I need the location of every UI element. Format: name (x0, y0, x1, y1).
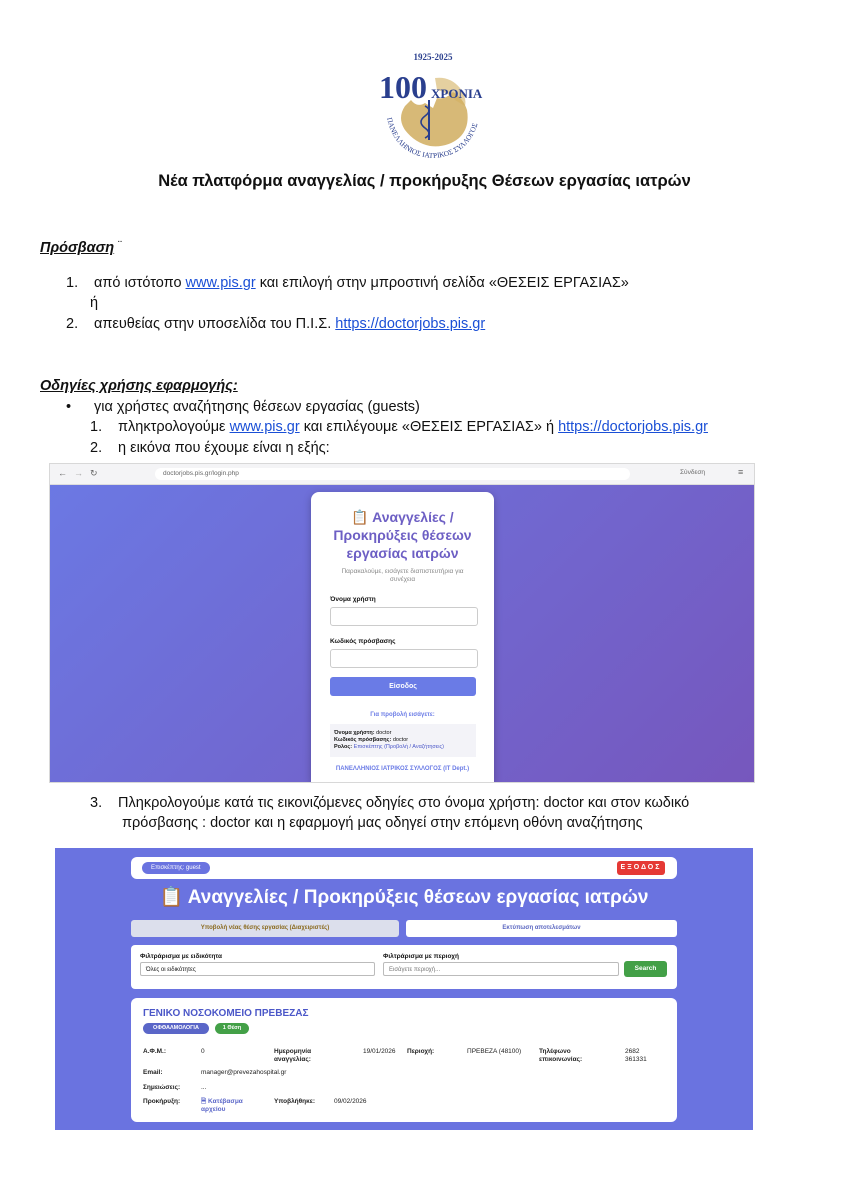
step-1: 1. πληκτρολογούμε www.pis.gr και επιλέγουμε «ΘΕΣΕΙΣ ΕΡΓΑΣΙΑΣ» ή https://doctorjobs.pis.gr (90, 419, 708, 435)
exit-button[interactable]: ΕΞΟΔΟΣ (617, 861, 665, 875)
date-label: Ημερομηνία αναγγελίας: (274, 1048, 312, 1063)
logo-word: ΧΡΟΝΙΑ (431, 86, 483, 101)
area-input[interactable]: Εισάγετε περιοχή... (383, 962, 619, 976)
top-bar (131, 857, 677, 879)
access-item-2: 2. απευθείας στην υποσελίδα του Π.Ι.Σ. https://doctorjobs.pis.gr (66, 316, 486, 332)
login-button[interactable]: Είσοδος (330, 677, 476, 696)
password-label: Κωδικός πρόσβασης (330, 638, 396, 645)
login-subtitle: Παρακαλούμε, εισάγετε διαπιστευτήρια για συνέχεια (341, 568, 464, 583)
browser-toolbar (50, 464, 754, 485)
document-title: Νέα πλατφόρμα αναγγελίας / προκήρυξης Θέσεων εργασίας ιατρών (158, 172, 691, 190)
back-icon[interactable]: ← (58, 468, 67, 478)
submitted-label: Υποβλήθηκε: (274, 1098, 316, 1105)
area-value: ΠΡΕΒΕΖΑ (48100) (467, 1048, 522, 1055)
signin-button[interactable]: Σύνδεση (680, 469, 705, 476)
guests-bullet: • για χρήστες αναζήτησης θέσεων εργασίας (guests) (66, 399, 420, 415)
username-input[interactable] (330, 607, 478, 626)
reload-icon[interactable]: ↻ (90, 468, 98, 478)
notice-label: Προκήρυξη: (143, 1098, 181, 1105)
password-input[interactable] (330, 649, 478, 668)
logo-org-arc: ΠΑΝΕΛΛΗΝΙΟΣ ΙΑΤΡΙΚΟΣ ΣΥΛΛΟΓΟΣ (385, 116, 480, 161)
search-page-title: 📋 Αναγγελίες / Προκηρύξεις θέσεων εργασίας ιατρών (159, 887, 649, 908)
visitor-badge: Επισκέπτης: guest (142, 862, 210, 874)
search-button[interactable]: Search (624, 961, 667, 977)
pis-100-years-logo (375, 48, 485, 163)
doctorjobs-link[interactable]: https://doctorjobs.pis.gr (335, 316, 486, 332)
guest-credentials: Όνομα χρήστη: doctor Κωδικός πρόσβασης: doctor Ρολος: Επισκέπτης (Προβολή / Αναζήτησεις) (330, 724, 476, 757)
area-filter-label: Φιλτράρισμα με περιοχή (383, 953, 459, 960)
phone-label: Τηλέφωνο επικοινωνίας: (539, 1048, 583, 1063)
result-card (131, 998, 677, 1122)
email-value: manager@prevezahospital.gr (201, 1069, 287, 1076)
access-heading: Πρόσβαση (40, 240, 115, 256)
login-footer: ΠΑΝΕΛΛΗΝΙΟΣ ΙΑΤΡΙΚΟΣ ΣΥΛΛΟΓΟΣ (IT Dept.) (335, 766, 470, 772)
logo-years: 1925-2025 (413, 52, 453, 62)
step-2: 2. η εικόνα που έχουμε είναι η εξής: (90, 440, 330, 456)
access-or: ή (90, 295, 99, 311)
submit-position-button[interactable]: Υποβολή νέας θέσης εργασίας (Διαχειριστές) (131, 920, 399, 937)
print-results-button[interactable]: Εκτύπωση αποτελεσμάτων (406, 920, 677, 937)
download-file-link[interactable]: 🗎 Κατέβασμα αρχείου (201, 1098, 243, 1113)
submitted-value: 09/02/2026 (334, 1098, 367, 1105)
username-label: Όνομα χρήστη (330, 596, 376, 603)
notes-value: ... (201, 1084, 207, 1091)
specialty-filter-label: Φιλτράρισμα με ειδικότητα (140, 953, 223, 960)
logo-number: 100 (379, 69, 427, 105)
login-card (311, 492, 494, 782)
specialty-tag: ΟΦΘΑΛΜΟΛΟΓΙΑ (143, 1023, 209, 1034)
login-title: 📋 Αναγγελίες / Προκηρύξεις θέσεων εργασίας ιατρών (333, 509, 472, 561)
doctorjobs-link-2[interactable]: https://doctorjobs.pis.gr (558, 419, 708, 435)
instructions-heading: Οδηγίες χρήσης εφαρμογής: (40, 378, 238, 394)
specialty-select[interactable]: Όλες οι ειδικότητες (140, 962, 375, 976)
afm-label: Α.Φ.Μ.: (143, 1048, 167, 1055)
pis-link[interactable]: www.pis.gr (185, 275, 256, 291)
pis-link-2[interactable]: www.pis.gr (229, 419, 300, 435)
login-screenshot (49, 463, 755, 783)
email-label: Email: (143, 1069, 163, 1076)
hospital-name: ΓΕΝΙΚΟ ΝΟΣΟΚΟΜΕΙΟ ΠΡΕΒΕΖΑΣ (143, 1008, 309, 1019)
clipboard-icon: 📋 (159, 887, 188, 908)
access-heading-mark: ¨ (118, 238, 122, 252)
afm-value: 0 (201, 1048, 205, 1055)
access-item-1: 1. από ιστότοπο www.pis.gr και επιλογή στην μπροστινή σελίδα «ΘΕΣΕΙΣ ΕΡΓΑΣΙΑΣ» (66, 275, 629, 291)
search-screenshot (55, 848, 753, 1130)
file-icon: 🗎 (201, 1098, 209, 1105)
area-label: Περιοχή: (407, 1048, 435, 1055)
step-3: 3. Πληκρολογούμε κατά τις εικονιζόμενες οδηγίες στο όνομα χρήστη: doctor και στον κωδικό (90, 795, 690, 811)
positions-tag: 1 Θέση (215, 1023, 249, 1034)
guest-heading: Για προβολή εισάγετε: (370, 712, 435, 718)
notes-label: Σημειώσεις: (143, 1084, 181, 1091)
forward-icon[interactable]: → (74, 468, 83, 478)
phone-value: 2682 361331 (625, 1048, 647, 1063)
menu-icon[interactable]: ≡ (738, 467, 744, 477)
date-value: 19/01/2026 (363, 1048, 396, 1055)
filter-panel (131, 945, 677, 989)
url-bar[interactable]: doctorjobs.pis.gr/login.php (155, 468, 630, 480)
step-3-line-2: πρόσβασης : doctor και η εφαρμογή μας οδηγεί στην επόμενη οθόνη αναζήτησης (122, 815, 643, 831)
